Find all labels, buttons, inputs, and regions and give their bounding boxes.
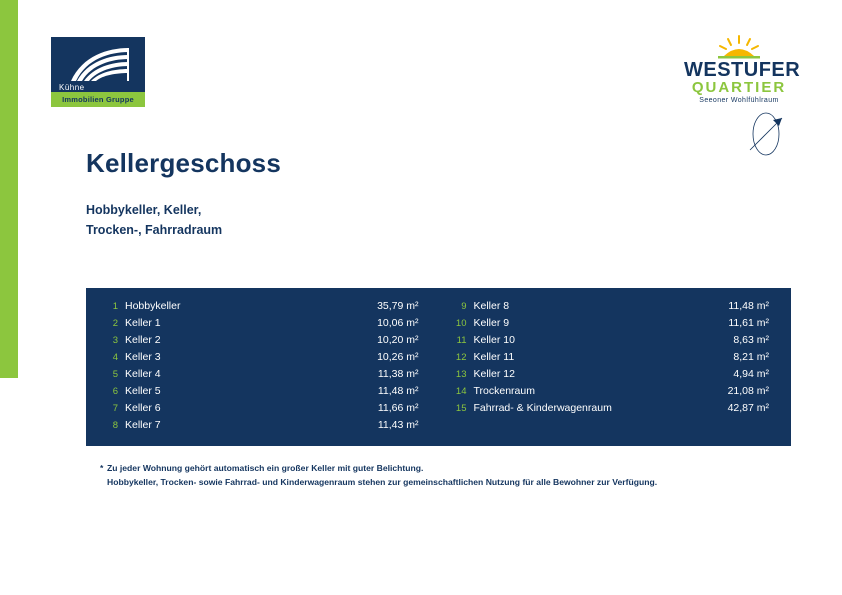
room-list-left [86,298,439,434]
room-row [447,298,770,315]
room-schedule-panel [86,288,791,446]
page-title: Kellergeschoss [86,148,282,178]
room-list-right [439,298,792,434]
page-subtitle-line2: Trocken-, Fahrradraum [86,223,223,237]
room-label: Keller 7 [125,419,161,431]
room-area: 10,06 m² [377,317,419,329]
footnotes [100,461,790,489]
room-number: 8 [112,420,118,431]
room-area: 11,48 m² [728,300,769,312]
room-number: 6 [112,386,118,397]
room-label: Keller 1 [125,317,161,329]
footnote-1 [100,461,790,475]
room-row [447,400,770,417]
room-row [98,366,419,383]
room-row [98,349,419,366]
room-row [447,315,770,332]
room-label: Keller 11 [473,351,515,363]
room-label: Keller 5 [125,385,161,397]
room-number: 1 [112,301,118,312]
room-number: 13 [455,369,467,380]
room-label: Hobbykeller [125,300,181,312]
room-label: Fahrrad- & Kinderwagenraum [473,402,612,414]
room-label: Keller 2 [125,334,161,346]
room-row [98,315,419,332]
room-number: 2 [112,318,118,329]
room-area: 11,43 m² [377,419,419,431]
page-subtitle-line1: Hobbykeller, Keller, [86,203,202,217]
westufer-logo-tagline: Seeoner Wohlfühlraum [699,97,779,104]
westufer-logo-line2: QUARTIER [691,79,787,96]
room-area: 8,21 m² [733,351,769,363]
westufer-quartier-logo [684,34,801,104]
room-area: 11,38 m² [377,368,419,380]
room-number: 12 [455,352,467,363]
left-accent-bar [0,0,18,378]
room-number: 5 [112,369,118,380]
room-row [98,332,419,349]
room-label: Keller 8 [473,300,510,312]
kuehne-logo-tagline: Immobilien Gruppe [51,92,145,107]
room-area: 11,66 m² [377,402,419,414]
room-row [447,383,770,400]
room-number: 15 [455,403,467,414]
westufer-logo-line1: WESTUFER [684,59,801,81]
room-area: 35,79 m² [377,300,419,312]
footnote-1-text: Zu jeder Wohnung gehört automatisch ein großer Keller mit guter Belichtung. [107,463,424,473]
footnote-2: Hobbykeller, Trocken- sowie Fahrrad- und Kinderwagenraum stehen zur gemeinschaftlichen Nutzung für alle Bewohner zur Verfügung. [107,477,658,487]
room-area: 10,20 m² [377,334,419,346]
north-arrow-icon [742,108,790,160]
room-row [98,417,419,434]
room-row [447,332,770,349]
sun-icon [684,34,794,60]
room-area: 21,08 m² [727,385,769,397]
roof-icon [69,47,131,83]
page-subtitle [86,200,222,240]
room-row [98,298,419,315]
room-area: 42,87 m² [727,402,769,414]
room-number: 14 [455,386,467,397]
room-area: 4,94 m² [733,368,769,380]
room-number: 4 [112,352,118,363]
room-number: 11 [456,335,467,346]
room-area: 10,26 m² [377,351,419,363]
room-area: 8,63 m² [733,334,769,346]
room-label: Keller 9 [473,317,510,329]
room-number: 9 [461,301,467,312]
room-label: Keller 4 [125,368,161,380]
room-row [447,366,770,383]
room-area: 11,61 m² [728,317,769,329]
room-label: Keller 10 [473,334,515,346]
kuehne-logo-name: Kühne [59,83,85,92]
room-row [98,383,419,400]
room-area: 11,48 m² [377,385,419,397]
room-number: 7 [112,403,118,414]
footnote-marker: * [100,463,104,473]
kuehne-logo [51,37,145,107]
room-number: 10 [455,318,467,329]
room-label: Keller 3 [125,351,161,363]
room-label: Keller 12 [473,368,515,380]
room-row [98,400,419,417]
room-row [447,349,770,366]
room-label: Trockenraum [473,385,535,397]
room-label: Keller 6 [125,402,161,414]
room-number: 3 [112,335,118,346]
